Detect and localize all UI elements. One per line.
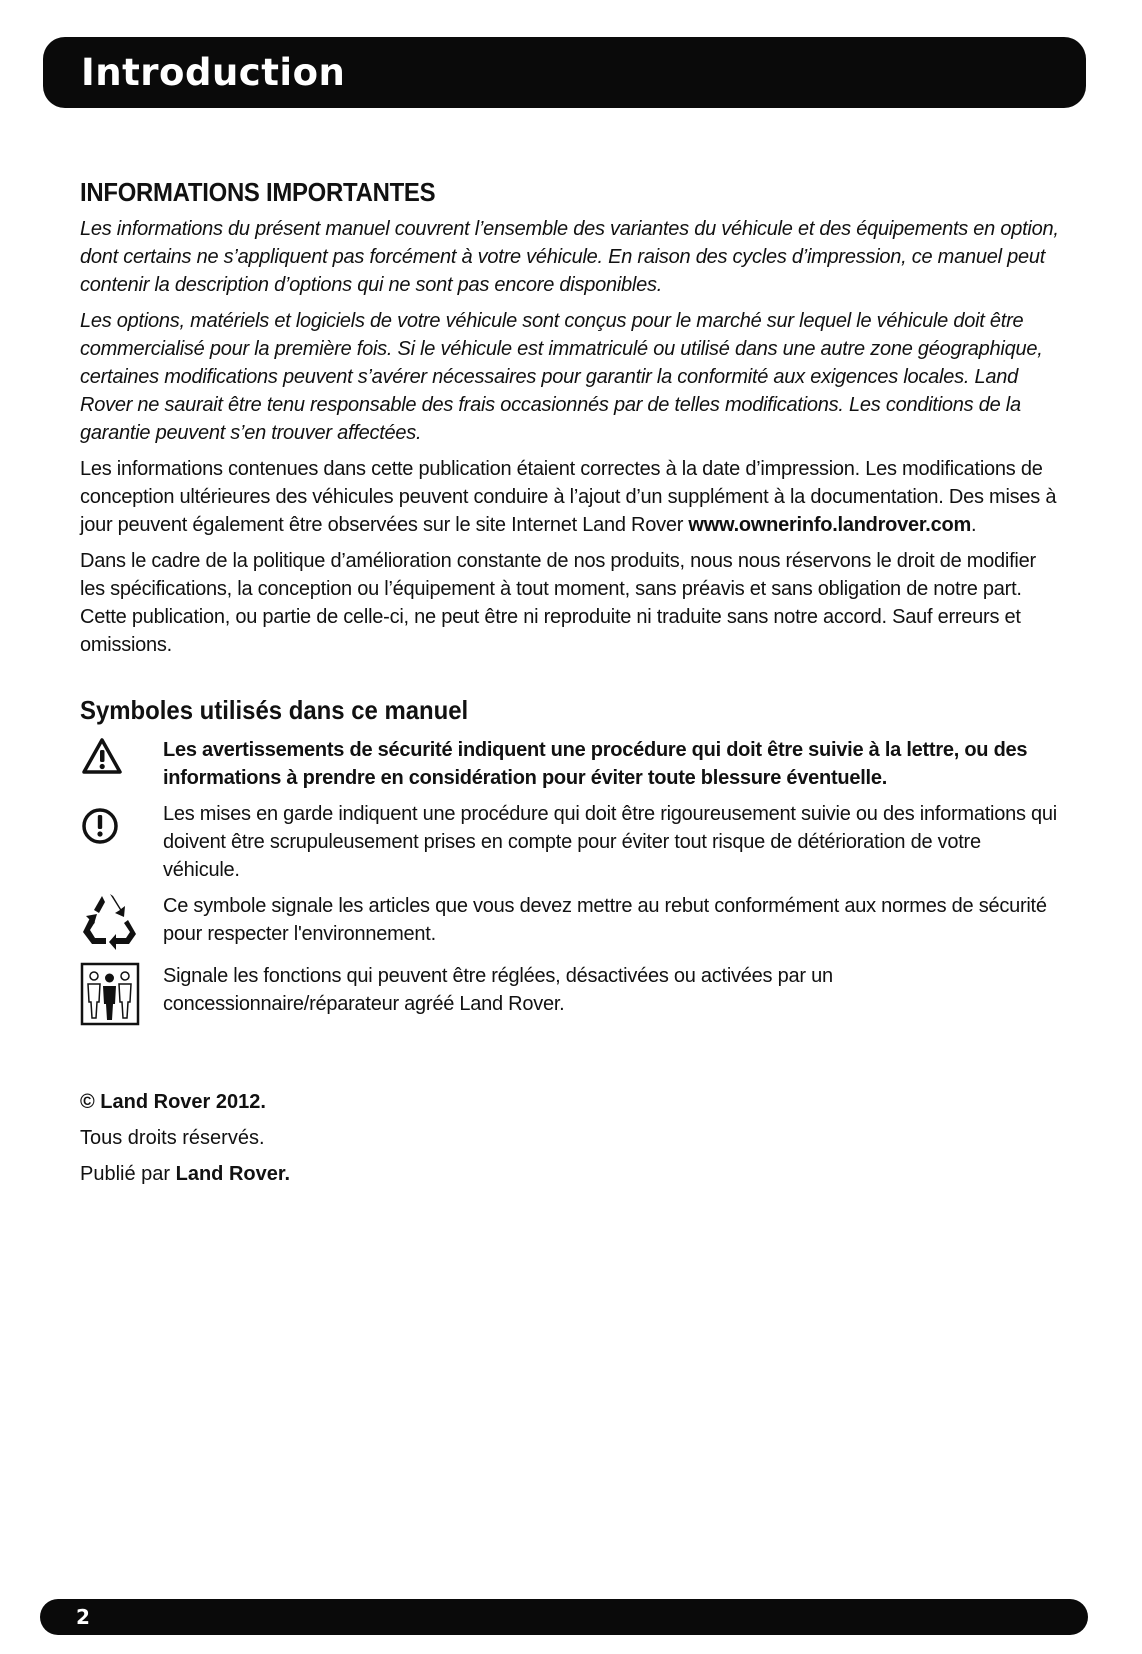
- section-heading-symbols: Symboles utilisés dans ce manuel: [80, 695, 469, 725]
- warning-triangle-icon: [80, 736, 124, 781]
- ownerinfo-link[interactable]: www.ownerinfo.landrover.com: [688, 514, 971, 536]
- paragraph-publication-text: Les informations contenues dans cette publication étaient correctes à la date d’impression. Les modifications de conception ultérieures des véhicules peuvent conduire à l’ajout d’un supplément à la documentation. Des mises à jour peuvent également être observées sur le site Internet Land Rover: [80, 458, 1057, 536]
- footer-bar: [40, 1599, 1088, 1635]
- recycle-icon: [80, 888, 140, 957]
- symbol-text-warning: Les avertissements de sécurité indiquent une procédure qui doit être suivie à la lettre, ou des informations à prendre en considération pour éviter toute blessure éventuelle.: [163, 739, 1028, 789]
- copyright-block: [80, 1088, 1060, 1188]
- symbol-text-caution: Les mises en garde indiquent une procédure qui doit être rigoureusement suivie ou des informations qui doivent être scrupuleusement prises en compte pour éviter tout risque de détérioration de votre véhicule.: [163, 803, 1057, 881]
- symbol-row-recycle: [80, 892, 1060, 948]
- symbol-row-caution: [80, 800, 1060, 884]
- publisher-prefix: Publié par: [80, 1163, 176, 1185]
- paragraph-market-conformity: Les options, matériels et logiciels de votre véhicule sont conçus pour le marché sur lequel le véhicule doit être commercialisé pour la première fois. Si le véhicule est immatriculé ou utilisé dans une autre zone géographique, certaines modifications peuvent s’avérer nécessaires pour garantir la conformité aux exigences locales. Land Rover ne saurait être tenu responsable des frais occasionnés par de telles modifications. Les conditions de la garantie peuvent s’en trouver affectées.: [80, 310, 1043, 444]
- paragraph-end-punct: .: [970, 514, 977, 536]
- publisher-name: Land Rover.: [175, 1163, 291, 1185]
- paragraph-options-coverage: Les informations du présent manuel couvrent l’ensemble des variantes du véhicule et des équipements en option, dont certains ne s’appliquent pas forcément à votre véhicule. En raison des cycles d’impression, ce manuel peut contenir la description d’options qui ne sont pas encore disponibles.: [80, 218, 1059, 296]
- dealer-icon: [80, 962, 140, 1031]
- rights-line: Tous droits réservés.: [80, 1127, 265, 1149]
- caution-circle-icon: [80, 806, 120, 851]
- symbol-row-warning: [80, 736, 1060, 792]
- symbol-text-dealer: Signale les fonctions qui peuvent être réglées, désactivées ou activées par un concessionnaire/réparateur agréé Land Rover.: [163, 965, 833, 1015]
- symbol-text-recycle: Ce symbole signale les articles que vous devez mettre au rebut conformément aux normes de sécurité pour respecter l'environnement.: [163, 895, 1047, 945]
- main-content: [80, 170, 1060, 1196]
- paragraph-publication-accuracy: [80, 455, 1060, 539]
- header-bar: [43, 37, 1086, 108]
- publisher-line: [80, 1160, 1060, 1188]
- section-heading-important-info: INFORMATIONS IMPORTANTES: [80, 177, 436, 207]
- page-title: Introduction: [81, 51, 346, 94]
- copyright-line: © Land Rover 2012.: [80, 1091, 266, 1113]
- symbol-row-dealer: [80, 962, 1060, 1026]
- paragraph-rights-reserved: Dans le cadre de la politique d’amélioration constante de nos produits, nous nous réservons le droit de modifier les spécifications, la conception ou l’équipement à tout moment, sans préavis et sans obligation de notre part. Cette publication, ou partie de celle-ci, ne peut être ni reproduite ni traduite sans notre accord. Sauf erreurs et omissions.: [80, 550, 1036, 656]
- page-number: 2: [76, 1605, 90, 1629]
